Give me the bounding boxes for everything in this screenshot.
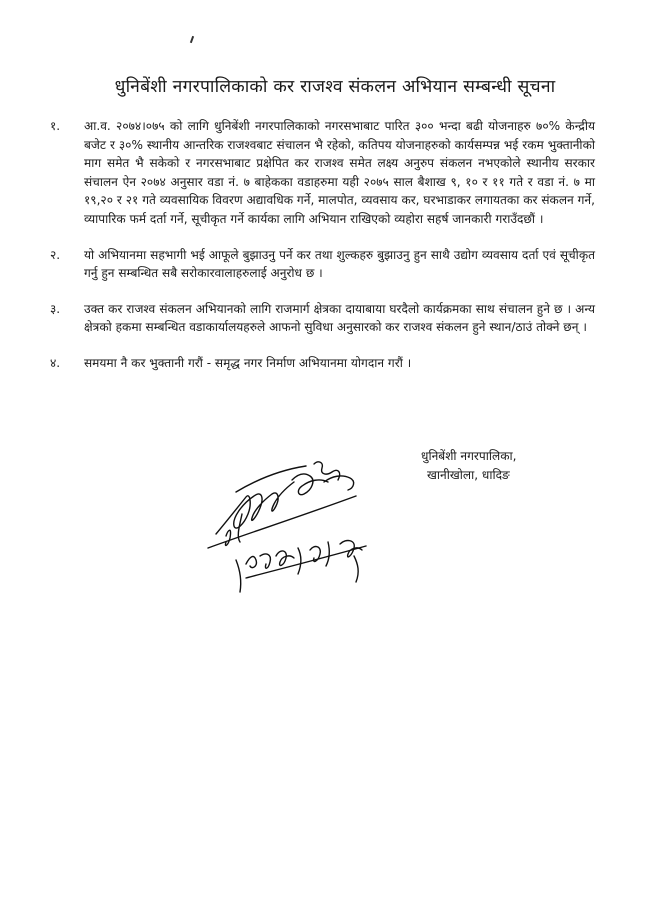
notice-item-3: [50, 300, 595, 337]
notice-item-1: [50, 117, 595, 229]
item-text: उक्त कर राजश्व संकलन अभियानको लागि राजमार्ग क्षेत्रका दायाबाया घरदैलो कार्यक्रमका साथ संचालन हुने छ । अन्य क्षेत्रको हकमा सम्बन्धित वडाकार्यालयहरुले आफनो सुविधा अनुसारको कर राजश्व संकलन हुने स्थान/ठाउं तोक्ने छन् ।: [84, 301, 595, 335]
notice-item-2: [50, 246, 595, 283]
item-number: ४.: [50, 355, 61, 370]
issuer-block: [421, 447, 621, 484]
item-number: १.: [50, 119, 61, 133]
issuer-name: धुनिबेंशी नगरपालिका,: [421, 449, 517, 463]
item-text: यो अभियानमा सहभागी भई आफूले बुझाउनु पर्ने कर तथा शुल्कहरु बुझाउनु हुन साथै उद्योग व्यवसाय दर्ता एवं सूचीकृत गर्नु हुन सम्बन्धित सबै सरोकारवालाहरुलाई अनुरोध छ ।: [84, 247, 595, 281]
item-text: समयमा नै कर भुक्तानी गरौं - समृद्ध नगर निर्माण अभियानमा योगदान गरौं ।: [84, 355, 412, 370]
notice-items: [50, 117, 595, 373]
item-number: ३.: [50, 301, 61, 316]
notice-item-4: [50, 354, 595, 373]
notice-title: धुनिबेंशी नगरपालिकाको कर राजश्व संकलन अभियान सम्बन्धी सूचना: [114, 77, 556, 97]
item-text: आ.व. २०७४।०७५ को लागि धुनिबेंशी नगरपालिकाको नगरसभाबाट पारित ३०० भन्दा बढी योजनाहरु ७०% केन्द्रीय बजेट र ३०% स्थानीय आन्तरिक राजश्वबाट संचालन भै रहेको, कतिपय योजनाहरुको कार्यसम्पन्न भई रकम भुक्तानीको माग समेत भै सकेको र नगरसभाबाट प्रक्षेपित कर राजश्व समेत लक्ष्य अनुरुप संकलन नभएकोले स्थानीय सरकार संचालन ऐन २०७४ अनुसार वडा नं. ७ बाहेकका वडाहरुमा यही २०७५ साल बैशाख ९, १० र ११ गते र वडा नं. ७ मा १९,२० र २१ गते व्यवसायिक विवरण अद्यावधिक गर्ने, मालपोत, व्यवसाय कर, घरभाडाकर लगायतका कर संकलन गर्ने, व्यापारिक फर्म दर्ता गर्ने, सूचीकृत गर्ने कार्यका लागि अभियान राखिएको व्यहोरा सहर्ष जानकारी गराउँदछौं ।: [84, 119, 595, 226]
stray-ink-mark: [190, 36, 194, 43]
handwritten-signature: [206, 452, 391, 612]
item-number: २.: [50, 247, 61, 262]
issuer-address: खानीखोला, धादिङ: [427, 467, 510, 482]
